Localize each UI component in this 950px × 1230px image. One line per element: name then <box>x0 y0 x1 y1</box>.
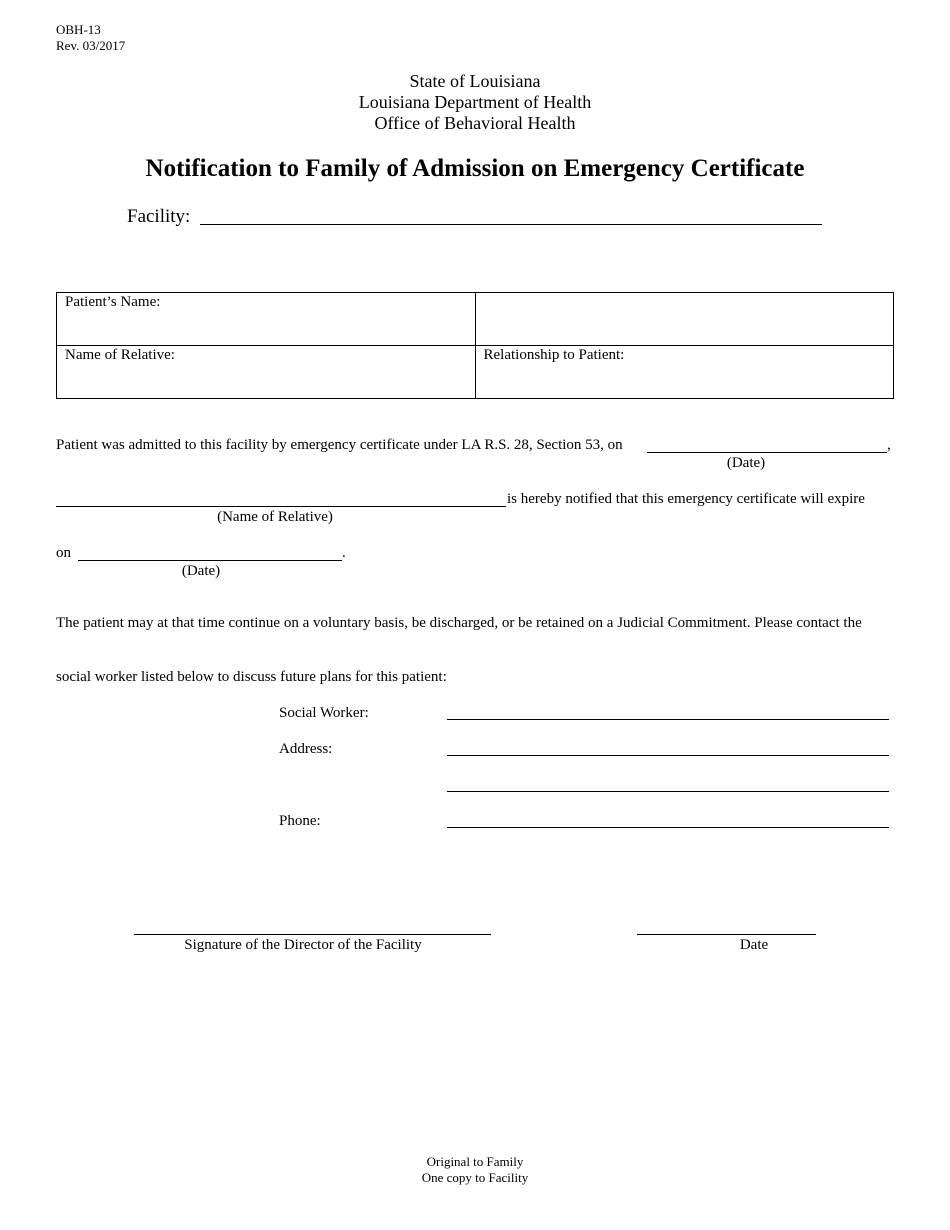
address-field-line-2[interactable] <box>447 791 889 792</box>
admission-date-caption: (Date) <box>726 455 766 471</box>
expire-date-caption: (Date) <box>181 563 221 579</box>
footer-original: Original to Family <box>426 1154 524 1169</box>
expire-date-field[interactable] <box>78 560 342 561</box>
on-label: on <box>56 545 71 561</box>
admission-date-field[interactable] <box>647 452 887 453</box>
patient-name-cell[interactable] <box>57 293 476 346</box>
social-worker-label: Social Worker: <box>279 705 369 721</box>
relative-caption: (Name of Relative) <box>217 509 333 525</box>
signature-date-field[interactable] <box>637 934 816 935</box>
header-state: State of Louisiana <box>409 71 541 91</box>
facility-field[interactable] <box>200 224 822 225</box>
director-signature-field[interactable] <box>134 934 491 935</box>
header-office: Office of Behavioral Health <box>374 113 576 133</box>
relative-name-label: Name of Relative: <box>65 347 175 363</box>
address-label: Address: <box>279 741 333 757</box>
phone-label: Phone: <box>279 813 321 829</box>
paragraph-line-1: The patient may at that time continue on a voluntary basis, be discharged, or be retained on a Judicial Commitment. Please contact the <box>56 615 862 631</box>
phone-field[interactable] <box>447 827 889 828</box>
patient-info-table <box>56 292 894 399</box>
page-title: Notification to Family of Admission on Emergency Certificate <box>145 155 805 182</box>
relationship-label: Relationship to Patient: <box>483 347 625 363</box>
form-revision: Rev. 03/2017 <box>56 38 126 53</box>
social-worker-field[interactable] <box>447 719 889 720</box>
relative-name-field[interactable] <box>56 506 506 507</box>
relative-name-cell[interactable] <box>57 346 476 399</box>
patient-name-label: Patient’s Name: <box>65 294 161 310</box>
footer-copy: One copy to Facility <box>421 1170 529 1185</box>
distribution-footer <box>0 1154 950 1186</box>
expire-period: . <box>342 545 346 561</box>
admitted-comma: , <box>887 437 891 453</box>
signature-date-label: Date <box>739 937 769 953</box>
address-field-line-1[interactable] <box>447 755 889 756</box>
admitted-text: Patient was admitted to this facility by emergency certificate under LA R.S. 28, Section 53, on <box>56 437 623 453</box>
facility-label: Facility: <box>127 206 191 227</box>
director-signature-label: Signature of the Director of the Facility <box>184 937 422 953</box>
patient-name-value-cell[interactable] <box>475 293 894 346</box>
paragraph-line-2: social worker listed below to discuss future plans for this patient: <box>56 669 447 685</box>
form-id-block <box>56 22 125 54</box>
header-department: Louisiana Department of Health <box>358 92 592 112</box>
notified-text: is hereby notified that this emergency certificate will expire <box>507 491 865 507</box>
relationship-cell[interactable] <box>475 346 894 399</box>
form-number: OBH-13 <box>56 22 101 37</box>
